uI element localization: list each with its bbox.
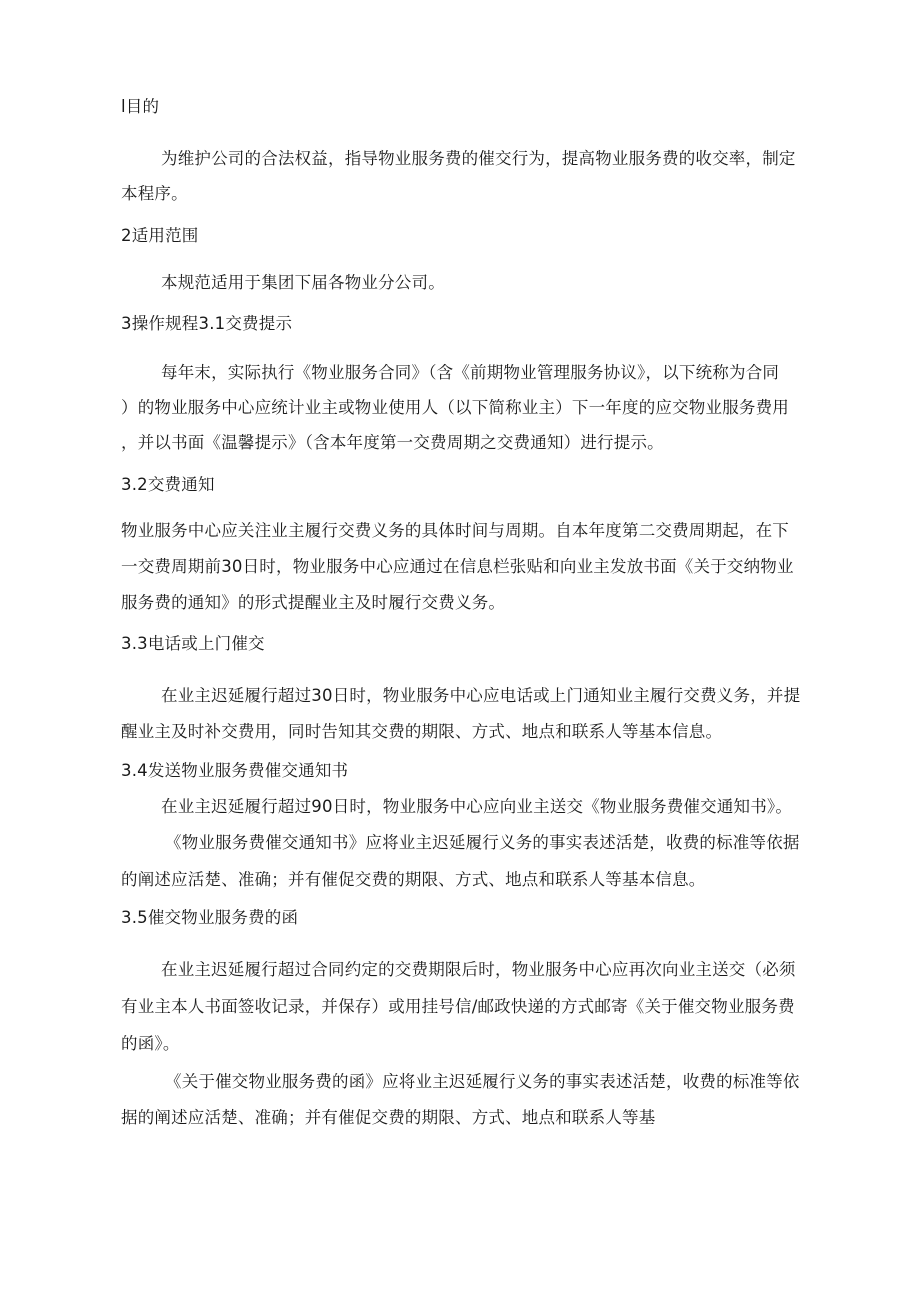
section-3-4-para2-line-1: 《物业服务费催交通知书》应将业主迟延履行义务的事实表述活楚，收费的标准等依据 bbox=[165, 833, 800, 852]
section-3-1-para-line-3: ，并以书面《温馨提示》（含本年度第一交费周期之交费通知）进行提示。 bbox=[121, 433, 664, 452]
section-3-3-heading: 3.3电话或上门催交 bbox=[121, 634, 265, 653]
section-3-5-heading: 3.5催交物业服务费的函 bbox=[121, 908, 299, 927]
section-3-5-para2-line-1: 《关于催交物业服务费的函》应将业主迟延履行义务的事实表述活楚，收费的标准等依 bbox=[165, 1072, 800, 1091]
section-3-3-para-line-1: 在业主迟延履行超过30日时，物业服务中心应电话或上门通知业主履行交费义务，并提 bbox=[161, 686, 801, 705]
section-3-4-para1-line-1: 在业主迟延履行超过90日时，物业服务中心应向业主送交《物业服务费催交通知书》。 bbox=[161, 797, 793, 816]
section-3-4-para2-line-2: 的阐述应活楚、准确；并有催促交费的期限、方式、地点和联系人等基本信息。 bbox=[121, 870, 706, 889]
section-3-2-para-line-3: 服务费的通知》的形式提醒业主及时履行交费义务。 bbox=[121, 593, 506, 612]
section-3-2-para-line-1: 物业服务中心应关注业主履行交费义务的具体时间与周期。自本年度第二交费周期起，在下 bbox=[121, 521, 789, 540]
section-3-heading: 3操作规程3.1交费提示 bbox=[121, 314, 293, 333]
section-3-3-para-line-2: 醒业主及时补交费用，同时告知其交费的期限、方式、地点和联系人等基本信息。 bbox=[121, 722, 723, 741]
section-1-heading: l目的 bbox=[121, 97, 160, 116]
section-3-2-para-line-2: 一交费周期前30日时，物业服务中心应通过在信息栏张贴和向业主发放书面《关于交纳物业 bbox=[121, 557, 794, 576]
section-3-5-para1-line-1: 在业主迟延履行超过合同约定的交费期限后时，物业服务中心应再次向业主送交（必须 bbox=[161, 960, 796, 979]
section-3-5-para1-line-3: 的函》。 bbox=[121, 1034, 180, 1053]
section-3-1-para-line-2: ）的物业服务中心应统计业主或物业使用人（以下简称业主）下一年度的应交物业服务费用 bbox=[121, 398, 789, 417]
section-3-5-para2-line-2: 据的阐述应活楚、准确；并有催促交费的期限、方式、地点和联系人等基 bbox=[121, 1108, 656, 1127]
section-3-2-heading: 3.2交费通知 bbox=[121, 475, 215, 494]
section-2-para-line-1: 本规范适用于集团下届各物业分公司。 bbox=[161, 273, 445, 292]
section-1-para-line-2: 本程序。 bbox=[121, 184, 188, 203]
section-3-4-heading: 3.4发送物业服务费催交通知书 bbox=[121, 761, 349, 780]
section-3-5-para1-line-2: 有业主本人书面签收记录，并保存）或用挂号信/邮政快递的方式邮寄《关于催交物业服务费 bbox=[121, 997, 795, 1016]
section-2-heading: 2适用范围 bbox=[121, 226, 199, 245]
section-1-para-line-1: 为维护公司的合法权益，指导物业服务费的催交行为，提高物业服务费的收交率，制定 bbox=[161, 149, 796, 168]
section-3-1-para-line-1: 每年末，实际执行《物业服务合同》（含《前期物业管理服务协议》，以下统称为合同 bbox=[161, 363, 780, 382]
